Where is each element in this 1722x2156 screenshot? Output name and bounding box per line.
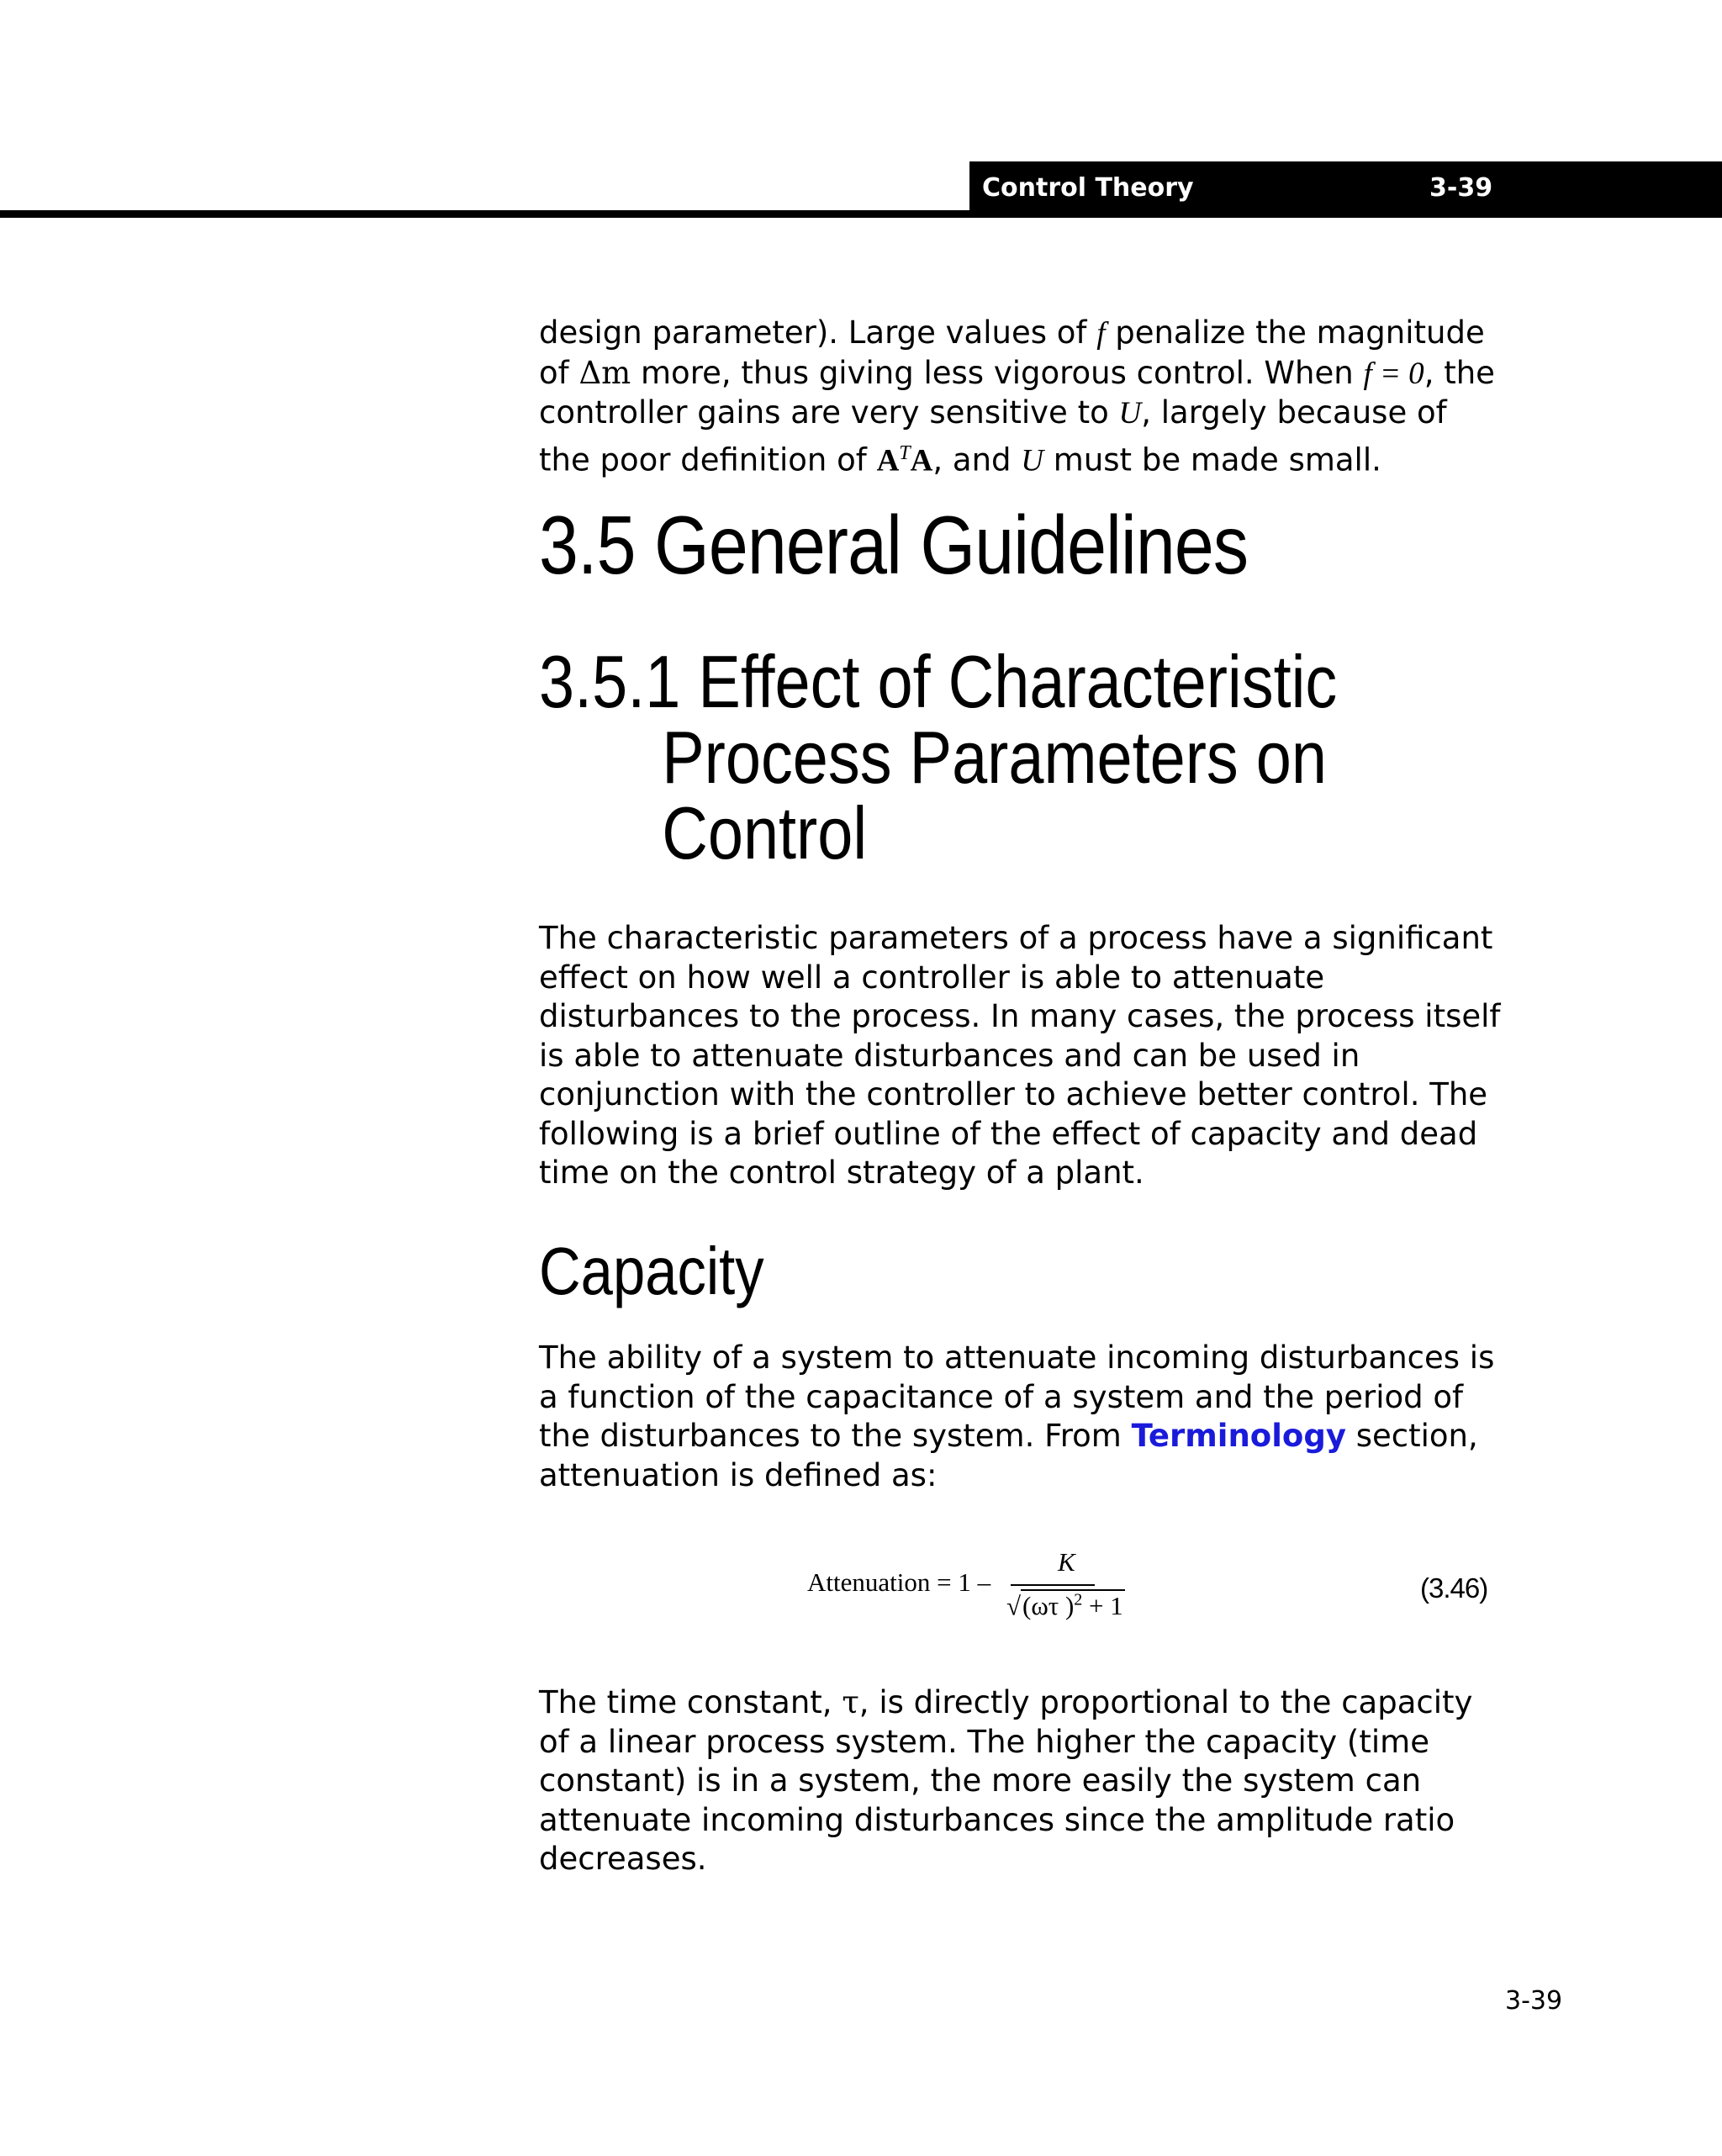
characteristic-paragraph: The characteristic parameters of a process have a significant effect on how well a controller is able to attenuate disturbances to the process. In many cases, the process itself is able to attenuate disturbances and can be used in conjunction with the controller to achieve better control. The following is a brief outline of the effect of capacity and dead time on the control strategy of a plant. [539,920,1501,1191]
symbol-a: A [876,442,900,478]
time-constant-text-before: The time constant, [539,1684,843,1720]
equation-numerator: K [1058,1547,1075,1577]
footer-page-number: 3-39 [1505,1986,1563,2016]
equation-denominator [1006,1591,1125,1621]
subsection-heading [539,640,1338,875]
radicand-exponent: 2 [1074,1591,1083,1609]
radicand [1021,1589,1125,1620]
intro-text-6: , and [932,441,1022,478]
intro-text-3: more, thus giving less vigorous control. When [631,354,1364,391]
symbol-a-2: A [910,442,933,478]
radicand-tail: + 1 [1082,1591,1123,1621]
equation-lhs: Attenuation = 1 – [807,1567,991,1597]
capacity-text-before: The ability of a system to attenuate incoming disturbances is a function of the capacitance of a system and the period of the disturbances to the system. From [539,1340,1495,1454]
intro-paragraph [539,314,1506,480]
intro-text-1: design parameter). Large values of [539,314,1097,351]
time-constant-text-after: , is directly proportional to the capacity of a linear process system. The higher the capacity (time constant) is in a system, the more easily the system can attenuate incoming disturbances since the amplitude ratio decreases. [539,1684,1473,1877]
running-header-page-number: 3-39 [1429,173,1493,203]
running-header-title: Control Theory [982,173,1194,203]
symbol-f-equals-zero: f = 0 [1363,356,1424,391]
intro-text-7: must be made small. [1043,441,1381,478]
subsection-heading-line-2: Process Parameters on [662,716,1327,799]
radicand-base: (ωτ ) [1022,1591,1075,1621]
symbol-f: f [1096,316,1106,351]
capacity-heading: Capacity [539,1234,764,1308]
intro-text-5: , largely because of the poor definition of [539,394,1447,478]
symbol-transpose: T [899,441,911,464]
symbol-u: U [1118,396,1142,431]
intro-text-2: penalize the magnitude of [539,314,1485,391]
section-heading: 3.5 General Guidelines [539,499,1249,591]
subsection-heading-line-3: Control [662,791,868,875]
radical-sign: √ [1006,1591,1022,1621]
terminology-link[interactable]: Terminology [1131,1418,1346,1454]
symbol-tau: τ [842,1684,859,1720]
subsection-heading-line-1: 3.5.1 Effect of Characteristic [539,640,1338,723]
symbol-delta-m: Δm [578,354,631,391]
symbol-u-2: U [1021,442,1044,478]
fraction-bar [1011,1584,1095,1586]
equation-number: (3.46) [1420,1572,1488,1604]
time-constant-paragraph [539,1683,1506,1879]
intro-text-4: , the controller gains are very sensitive to [539,354,1495,431]
capacity-paragraph [539,1339,1506,1495]
capacity-text-after: section, attenuation is defined as: [539,1418,1478,1493]
